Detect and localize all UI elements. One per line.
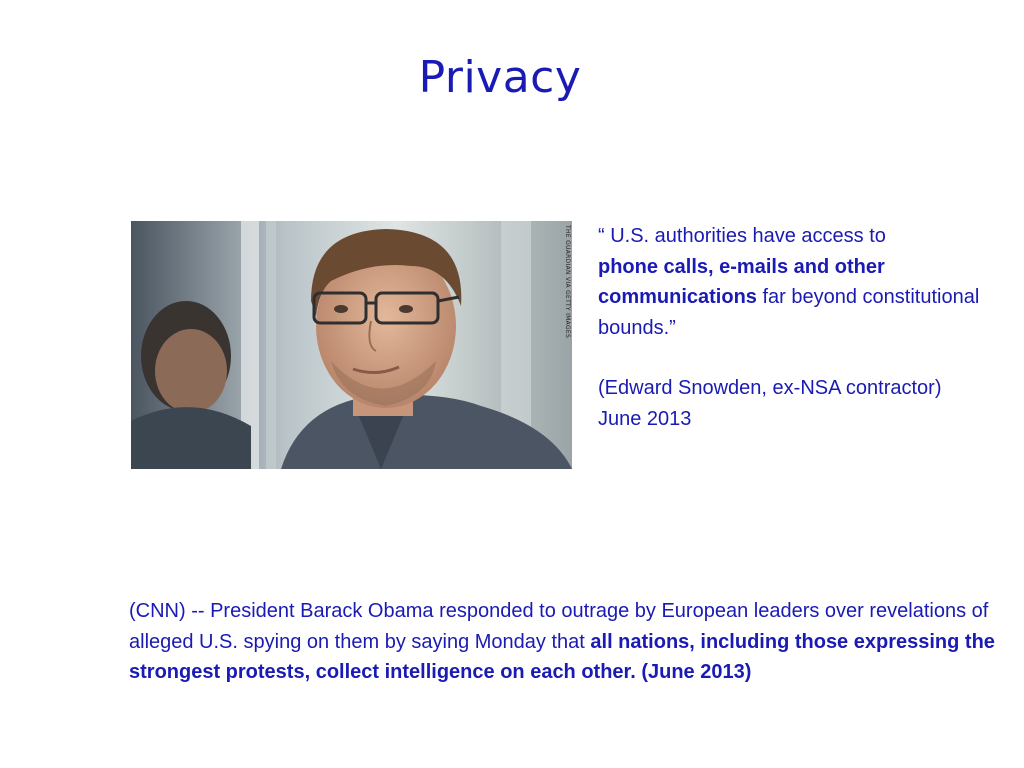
- quote-attribution: (Edward Snowden, ex-NSA contractor): [598, 377, 942, 399]
- portrait-image: [131, 221, 572, 469]
- quote-rest: far beyond constitutional bounds.”: [598, 286, 980, 339]
- quote-line1: “ U.S. authorities have access to: [598, 225, 886, 247]
- photo-credit: THE GUARDIAN VIA GETTY IMAGES: [564, 225, 571, 339]
- cnn-text: (CNN) -- President Barack Obama responded to outrage by European leaders over revelations of alleged U.S. spying on them by saying Monday that: [129, 600, 989, 653]
- quote-bold: phone calls, e-mails and other communications: [598, 255, 885, 308]
- cnn-bold: all nations, including those expressing the strongest protests, collect intelligence on each other. (June 2013): [129, 630, 995, 683]
- quote-text: [598, 221, 1018, 343]
- slide-title: Privacy: [418, 52, 582, 103]
- snowden-photo: [131, 221, 572, 469]
- quote-date: June 2013: [598, 407, 692, 430]
- cnn-paragraph: [129, 596, 1009, 688]
- snowden-quote: [598, 221, 1018, 434]
